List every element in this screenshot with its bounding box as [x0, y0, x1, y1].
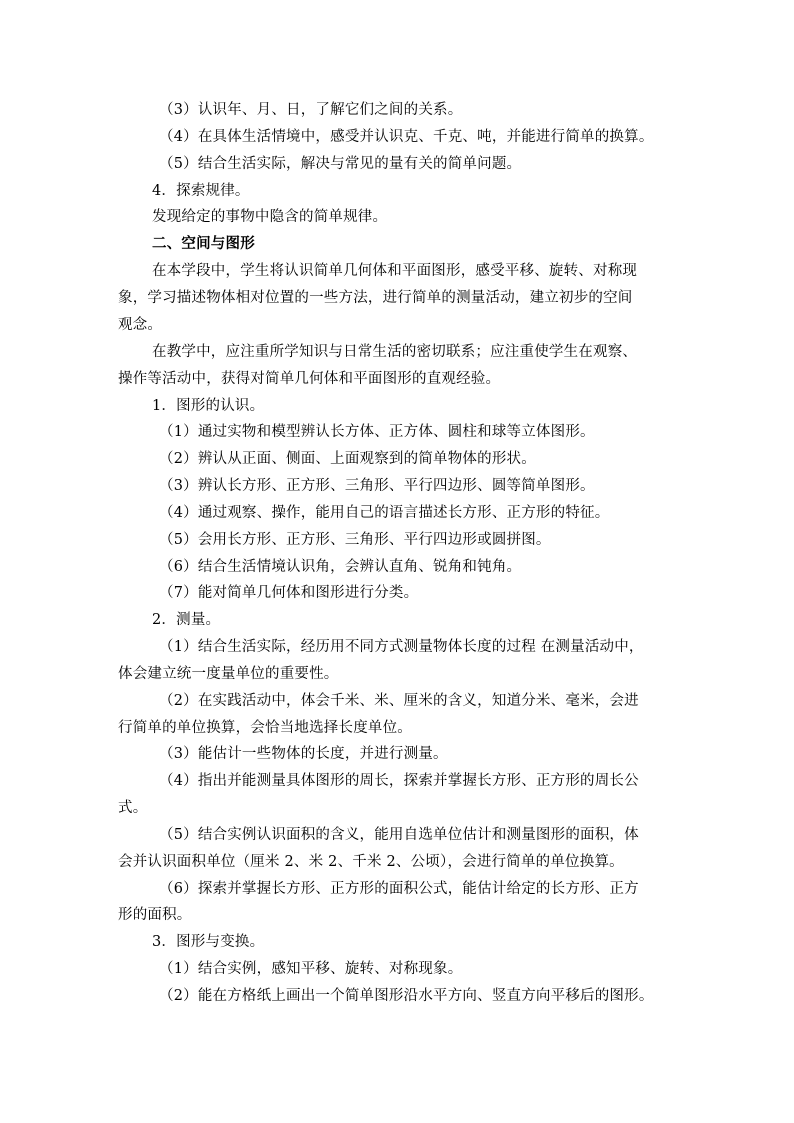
- list-item: （5）会用长方形、正方形、三角形、平行四边形或圆拼图。: [159, 532, 551, 548]
- text-line: （4）在具体生活情境中，感受并认识克、千克、吨，并能进行简单的换算。: [159, 129, 654, 145]
- list-item: （1）通过实物和模型辨认长方体、正方体、圆柱和球等立体图形。: [159, 424, 595, 440]
- chapter-heading: 二、空间与图形: [152, 235, 255, 252]
- list-item: （1）结合生活实际，经历用不同方式测量物体长度的过程 在测量活动中，: [159, 639, 644, 655]
- section-heading: 4．探索规律。: [152, 183, 250, 199]
- list-item-continuation: 式。: [118, 800, 148, 816]
- list-item: （1）结合实例，感知平移、旋转、对称现象。: [159, 961, 463, 977]
- list-item-continuation: 形的面积。: [118, 907, 192, 923]
- paragraph-line: 观念。: [118, 317, 163, 333]
- list-item: （6）探索并掌握长方形、正方形的面积公式，能估计给定的长方形、正方: [159, 881, 639, 897]
- list-item-continuation: 会并认识面积单位（厘米 2、米 2、千米 2、公顷），会进行简单的单位换算。: [118, 854, 624, 870]
- list-item: （4）指出并能测量具体图形的周长，探索并掌握长方形、正方形的周长公: [159, 773, 639, 789]
- list-item: （7）能对简单几何体和图形进行分类。: [159, 585, 419, 601]
- section-heading: 3．图形与变换。: [152, 934, 265, 950]
- list-item: （3）能估计一些物体的长度，并进行测量。: [159, 746, 448, 762]
- paragraph-line: 在本学段中，学生将认识简单几何体和平面图形，感受平移、旋转、对称现: [152, 263, 638, 279]
- section-heading: 2．测量。: [152, 612, 221, 628]
- list-item: （3）辨认长方形、正方形、三角形、平行四边形、圆等简单图形。: [159, 478, 595, 494]
- section-heading: 1．图形的认识。: [152, 398, 265, 414]
- text-line: 发现给定的事物中隐含的简单规律。: [152, 209, 388, 225]
- text-line: （5）结合生活实际，解决与常见的量有关的简单问题。: [159, 156, 522, 172]
- list-item: （5）结合实例认识面积的含义，能用自选单位估计和测量图形的面积，体: [159, 827, 639, 843]
- text-line: （3）认识年、月、日，了解它们之间的关系。: [159, 102, 463, 118]
- list-item: （4）通过观察、操作，能用自己的语言描述长方形、正方形的特征。: [159, 505, 610, 521]
- list-item: （2）能在方格纸上画出一个简单图形沿水平方向、竖直方向平移后的图形。: [159, 988, 654, 1004]
- list-item: （6）结合生活情境认识角，会辨认直角、锐角和钝角。: [159, 559, 522, 575]
- paragraph-line: 操作等活动中，获得对简单几何体和平面图形的直观经验。: [118, 371, 501, 387]
- list-item: （2）在实践活动中，体会千米、米、厘米的含义，知道分米、毫米，会进: [159, 693, 639, 709]
- list-item-continuation: 行简单的单位换算，会恰当地选择长度单位。: [118, 720, 412, 736]
- paragraph-line: 象，学习描述物体相对位置的一些方法，进行简单的测量活动，建立初步的空间: [118, 290, 633, 306]
- list-item: （2）辨认从正面、侧面、上面观察到的简单物体的形状。: [159, 451, 536, 467]
- list-item-continuation: 体会建立统一度量单位的重要性。: [118, 666, 339, 682]
- paragraph-line: 在教学中，应注重所学知识与日常生活的密切联系；应注重使学生在观察、: [152, 344, 638, 360]
